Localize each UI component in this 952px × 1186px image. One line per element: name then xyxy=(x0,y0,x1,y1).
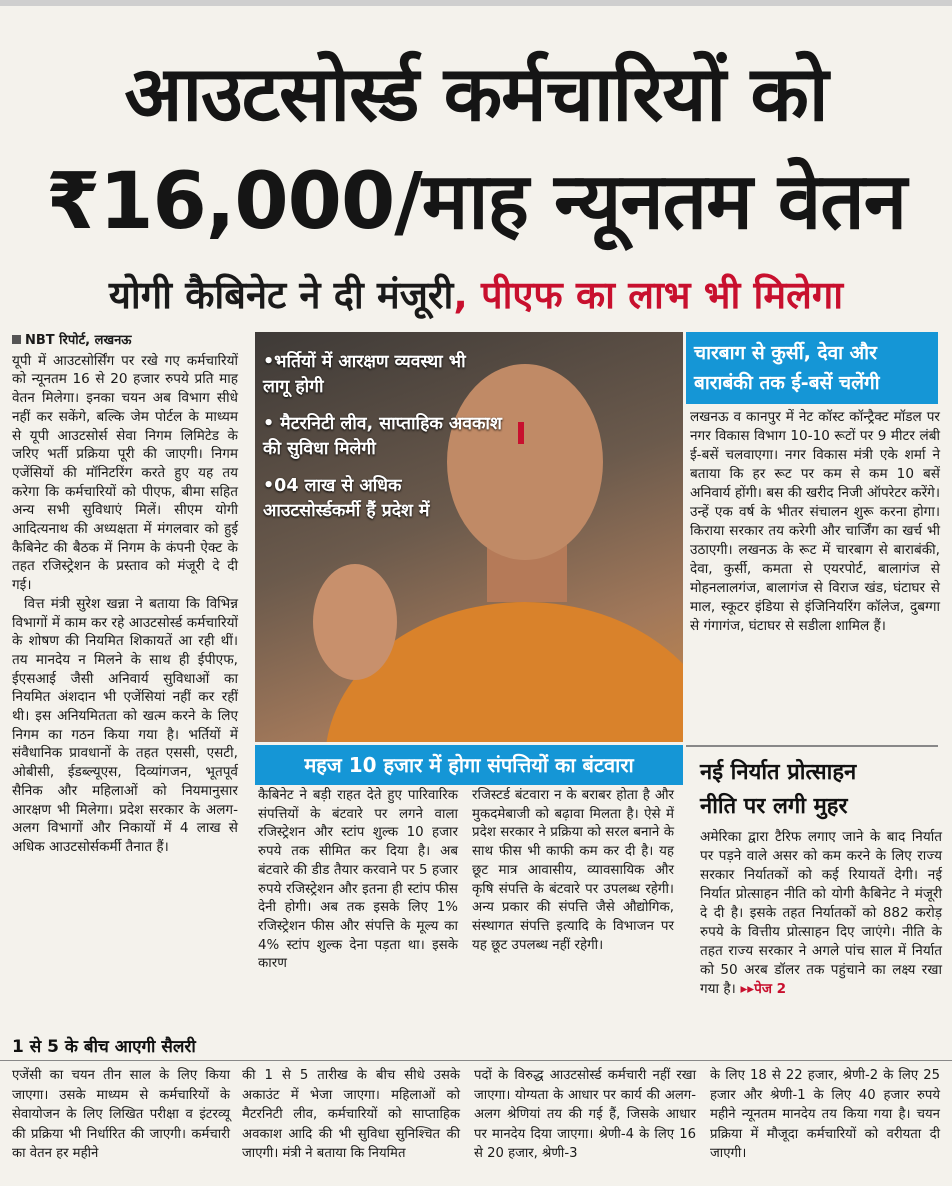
main-article xyxy=(12,332,238,857)
ebus-title xyxy=(686,332,938,404)
export-title-line-1: नई निर्यात प्रोत्साहन xyxy=(700,760,857,785)
subheadline-comma: , xyxy=(453,273,468,317)
top-border xyxy=(0,0,952,6)
export-title-line-2: नीति पर लगी मुहर xyxy=(700,794,848,819)
ebus-text: लखनऊ व कानपुर में नेट कॉस्ट कॉन्ट्रैक्ट मॉडल पर नगर विकास विभाग 10-10 रूटों पर 9 मीटर लंबी ई-बसें चलवाएगा। नगर विकास मंत्री एके शर्मा ने बताया कि हर रूट पर कम से कम 10 बसें अनिवार्य होंगी। बस की खरीद निजी ऑपरेटर करेंगे। उन्हें एक वर्ष के भीतर संचालन शुरू करना होगा। किराया सरकार तय करेगी और चार्जिंग का खर्च भी उठाएगी। लखनऊ के रूट में चारबाग से बाराबंकी, देवा, कुर्सी, कमता से एयरपोर्ट, बालागंज से मोहनलालगंज, बालागंज से विराज खंड, घंटाघर से माल, स्कूटर इंडिया से इंजिनियरिंग कॉलेज, दुबग्गा से गंगागंज, घंटाघर से सडीला शामिल हैं। xyxy=(690,409,940,634)
ebus-title-line-2: बाराबंकी तक ई-बसें चलेंगी xyxy=(694,372,880,394)
tilak-mark xyxy=(518,422,524,444)
byline-text: NBT रिपोर्ट, लखनऊ xyxy=(25,333,132,348)
raised-hand-shape xyxy=(313,564,397,680)
salary-col-2: की 1 से 5 तारीख के बीच सीधे उसके अकाउंट में भेजा जाएगा। महिलाओं को मैटरनिटी लीव, कर्मचारियों को साप्ताहिक अवकाश आदि की भी सुविधा सुनिश्चित की जाएगी। मंत्री ने बताया कि नियमित xyxy=(242,1068,460,1161)
property-bar: महज 10 हजार में होगा संपत्तियों का बंटवारा xyxy=(255,745,683,785)
divider-rule xyxy=(686,745,938,747)
subheadline xyxy=(0,272,952,318)
subheadline-red: पीएफ का लाभ भी मिलेगा xyxy=(467,273,844,317)
property-col-a: कैबिनेट ने बड़ी राहत देते हुए पारिवारिक संपत्तियों के बंटवारे पर लगने वाला रजिस्ट्रेशन और स्टांप शुल्क 10 हजार रुपये तक सीमित कर दिया है। अब बंटवारे की डीड तैयार करवाने पर 5 हजार रुपये रजिस्ट्रेशन और इतना ही स्टांप फीस देनी होगी। अब तक इसके लिए 1% रजिस्ट्रेशन फीस और संपत्ति के मूल्य का 4% स्टांप शुल्क देना पड़ता था। इसके कारण xyxy=(258,788,458,972)
salary-col-4: के लिए 18 से 22 हजार, श्रेणी-2 के लिए 25 हजार और श्रेणी-1 के लिए 40 हजार रुपये महीने न्यूनतम मानदेय तय किया गया है। चयन प्रक्रिया में मौजूदा कर्मचारियों को वरीयता दी जाएगी। xyxy=(710,1068,940,1161)
byline xyxy=(12,332,238,351)
headline-line-2: ₹16,000/माह न्यूनतम वेतन xyxy=(45,157,907,247)
export-text xyxy=(700,828,942,999)
export-title xyxy=(700,756,950,824)
photo-bullet-3: •04 लाख से अधिक आउटसोर्स्डकर्मी हैं प्रदेश में xyxy=(263,476,430,521)
salary-col-3: पदों के विरुद्ध आउटसोर्स्ड कर्मचारी नहीं रखा जाएगा। योग्यता के आधार पर कार्य की अलग-अलग श्रेणियां तय की गई हैं, जिसके आधार पर मानदेय दिया जाएगा। श्रेणी-4 के लिए 16 से 20 हजार, श्रेणी-3 xyxy=(474,1068,696,1161)
property-col-b: रजिस्टर्ड बंटवारा न के बराबर होता है और मुकदमेबाजी को बढ़ावा मिलता है। ऐसे में प्रदेश सरकार ने प्रक्रिया को सरल बनाने के साथ फीस भी काफी कम कर दी है। यह छूट मात्र आवासीय, व्यावसायिक और कृषि संपत्ति के बंटवारे पर उपलब्ध रहेगी। अन्य प्रकार की संपत्ति जैसे औद्योगिक, संस्थागत संपत्ति इत्यादि के विभाजन पर यह छूट उपलब्ध नहीं रहेगी। xyxy=(472,788,674,953)
photo-bullet-2: • मैटरनिटी लीव, साप्ताहिक अवकाश की सुविधा मिलेगी xyxy=(263,414,502,459)
main-article-paragraph-2: वित्त मंत्री सुरेश खन्ना ने बताया कि विभिन्न विभागों में काम कर रहे आउटसोर्स्ड कर्मचारियों के शोषण की नियमित शिकायतें आ रही थीं। तय मानदेय न मिलने के साथ ही ईपीएफ, ईएसआई जैसी अनिवार्य सुविधाओं का नियमित अंशदान भी एजेंसियां नहीं कर रहीं थी। इस अनियमितता को खत्म करने के लिए निगम का गठन किया गया है। भर्तियों में संवैधानिक प्रावधानों के तहत एससी, एसटी, ओबीसी, ईडब्ल्यूएस, दिव्यांगजन, भूतपूर्व सैनिक और महिलाओं को नियमानुसार आरक्षण भी मिलेगा। प्रदेश सरकार के अलग-अलग विभागों और निकायों में 4 लाख से अधिक आउटसोर्सकर्मी तैनात हैं। xyxy=(12,595,238,855)
cm-photo xyxy=(255,332,683,742)
bottom-divider xyxy=(0,1060,952,1061)
bullet-square-icon xyxy=(12,335,21,344)
subheadline-black: योगी कैबिनेट ने दी मंजूरी xyxy=(108,273,454,317)
photo-bullet-1: •भर्तियों में आरक्षण व्यवस्था भी लागू होगी xyxy=(263,352,466,397)
export-body: अमेरिका द्वारा टैरिफ लगाए जाने के बाद निर्यात पर पड़ने वाले असर को कम करने के लिए राज्य सरकार निर्यातकों को कई रियायतें देगी। नई निर्यात प्रोत्साहन नीति को योगी कैबिनेट ने मंजूरी दे दी है। इसके तहत निर्यातकों को 882 करोड़ रुपये के वित्तीय प्रोत्साहन दिए जाएंगे। नीति के तहत राज्य सरकार ने अगले पांच साल में निर्यात को 50 अरब डॉलर तक पहुंचाने का लक्ष्य रखा गया है। xyxy=(700,829,942,997)
headline-line-1: आउटसोर्स्ड कर्मचारियों को xyxy=(124,49,828,138)
ebus-title-line-1: चारबाग से कुर्सी, देवा और xyxy=(694,342,877,364)
page-ref: ▸▸पेज 2 xyxy=(735,981,787,997)
main-article-paragraph-1: यूपी में आउटसोर्सिंग पर रखे गए कर्मचारियों को न्यूनतम 16 से 20 हजार रुपये प्रति माह वेतन मिलेगा। इनका चयन अब विभाग सीधे नहीं कर सकेंगे, बल्कि जेम पोर्टल के माध्यम से यूपी आउटसोर्स सेवा निगम लिमिटेड के जरिए भर्ती प्रक्रिया पूरी की जाएगी। निगम एजेंसियों की मॉनिटरिंग करते हुए यह तय करेगा कि कर्मचारियों को पीएफ, बीमा सहित अन्य सभी सुविधाएं मिलें। सीएम योगी आदित्यनाथ की अध्यक्षता में मंगलवार को हुई कैबिनेट की बैठक में निगम के कंपनी ऐक्ट के तहत रजिस्ट्रेशन के प्रस्ताव को मंजूरी दे दी गई। xyxy=(12,352,238,594)
salary-col-1: एजेंसी का चयन तीन साल के लिए किया जाएगा। उसके माध्यम से कर्मचारियों के सेवायोजन के लिए लिखित परीक्षा व इंटरव्यू की प्रक्रिया भी निर्धारित की जाएगी। कर्मचारी का वेतन हर महीने xyxy=(12,1068,230,1161)
salary-heading: 1 से 5 के बीच आएगी सैलरी xyxy=(12,1037,196,1057)
